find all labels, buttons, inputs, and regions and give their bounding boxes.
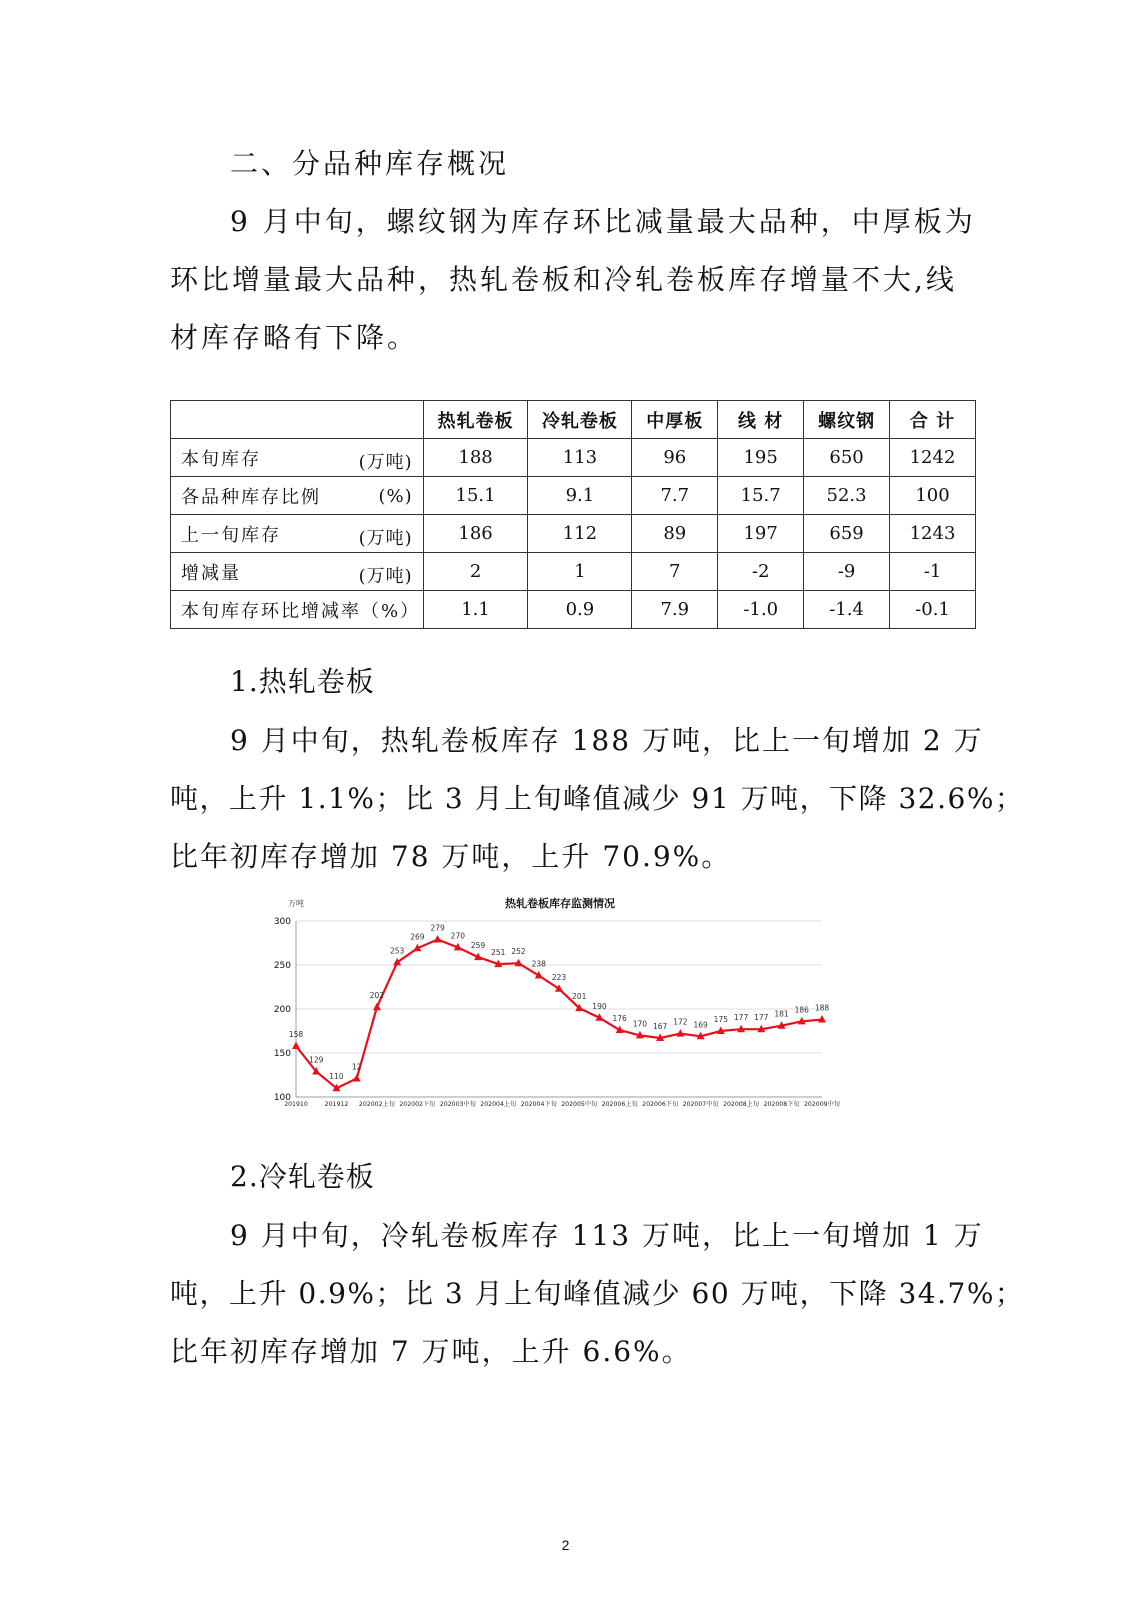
x-tick-label: 202005中旬 [561, 1101, 598, 1108]
table-cell: 197 [718, 515, 804, 553]
x-tick-label: 202006上旬 [601, 1101, 638, 1108]
data-label: 252 [511, 947, 526, 957]
table-row [171, 515, 976, 553]
table-cell: 7.9 [632, 591, 718, 629]
table-header-cell: 中厚板 [632, 401, 718, 439]
data-label: 169 [693, 1020, 708, 1030]
data-label: 279 [430, 923, 445, 933]
row-label-name: 上一旬库存 [181, 524, 281, 546]
data-label: 270 [450, 931, 466, 941]
x-tick-label: 202008上旬 [723, 1101, 760, 1108]
row-label [171, 515, 424, 553]
data-point-marker [373, 1003, 381, 1011]
table-cell: -2 [718, 553, 804, 591]
row-label-unit: (万吨) [358, 528, 413, 549]
data-label: 167 [652, 1022, 668, 1032]
table-cell: 0.9 [528, 591, 632, 629]
data-label: 202 [369, 991, 385, 1001]
table-cell: 1243 [890, 515, 976, 553]
sec2-heading: 2.冷轧卷板 [230, 1160, 375, 1193]
data-point-marker [292, 1041, 300, 1049]
row-label-name: 本旬库存环比增减率（%） [181, 600, 421, 622]
data-label: 176 [612, 1014, 627, 1024]
sec2-line-1: 9 月中旬，冷轧卷板库存 113 万吨，比上一旬增加 1 万 [230, 1219, 984, 1252]
data-label: 223 [551, 972, 567, 982]
table-cell: -1.4 [804, 591, 890, 629]
data-label: 269 [410, 932, 425, 942]
table-row [171, 477, 976, 515]
table-header-cell: 螺纹钢 [804, 401, 890, 439]
sec1-line-3: 比年初库存增加 78 万吨，上升 70.9%。 [170, 840, 732, 873]
table-cell: 7.7 [632, 477, 718, 515]
sec2-line-2: 吨，上升 0.9%；比 3 月上旬峰值减少 60 万吨，下降 34.7%； [170, 1277, 1025, 1310]
table-cell: 659 [804, 515, 890, 553]
table-cell: 100 [890, 477, 976, 515]
data-label: 181 [774, 1009, 789, 1019]
row-label [171, 477, 424, 515]
table-cell: 188 [423, 439, 528, 477]
data-label: 259 [470, 941, 486, 951]
page-number: 2 [561, 1537, 570, 1553]
intro-line-2: 环比增量最大品种，热轧卷板和冷轧卷板库存增量不大,线 [170, 263, 957, 296]
data-point-marker [434, 935, 442, 943]
table-cell: 113 [528, 439, 632, 477]
table-row [171, 591, 976, 629]
chart-y-unit: 万吨 [288, 899, 304, 908]
table-cell: 52.3 [804, 477, 890, 515]
table-row [171, 439, 976, 477]
x-tick-label: 202002下旬 [399, 1101, 436, 1108]
data-label: 175 [713, 1015, 729, 1024]
x-tick-label: 202009中旬 [804, 1101, 840, 1108]
table-cell: -1 [890, 553, 976, 591]
x-tick-label: 201910 [284, 1101, 308, 1108]
x-tick-label: 202002上旬 [358, 1101, 395, 1108]
table-cell: 112 [528, 515, 632, 553]
section-heading: 二、分品种库存概况 [230, 147, 510, 180]
table-cell: 1242 [890, 439, 976, 477]
table-header-cell: 热轧卷板 [423, 401, 528, 439]
table-cell: 9.1 [528, 477, 632, 515]
row-label [171, 591, 424, 629]
data-label: 129 [309, 1055, 324, 1065]
data-label: 170 [632, 1019, 648, 1029]
data-label: 177 [733, 1013, 749, 1023]
intro-line-3: 材库存略有下降。 [170, 321, 419, 354]
table-cell: -1.0 [718, 591, 804, 629]
table-cell: -0.1 [890, 591, 976, 629]
data-label: 12 [351, 1062, 362, 1072]
x-tick-label: 202007中旬 [682, 1101, 719, 1108]
table-cell: 195 [718, 439, 804, 477]
hot-rolled-inventory-chart [260, 885, 860, 1125]
table-cell: 186 [423, 515, 528, 553]
chart-y-axis [274, 917, 296, 1103]
y-tick-label: 250 [273, 961, 291, 971]
table-cell: 1.1 [423, 591, 528, 629]
data-label: 251 [491, 948, 506, 958]
row-label [171, 439, 424, 477]
data-label: 253 [389, 946, 405, 956]
data-label: 238 [531, 959, 546, 969]
y-tick-label: 200 [273, 1005, 291, 1015]
row-label-name: 增减量 [181, 562, 241, 584]
sec2-line-3: 比年初库存增加 7 万吨，上升 6.6%。 [170, 1335, 692, 1368]
x-tick-label: 201912 [324, 1101, 349, 1108]
table-cell: 1 [528, 553, 632, 591]
table-header-cell: 冷轧卷板 [528, 401, 632, 439]
inventory-table [170, 400, 976, 629]
table-header-cell: 线 材 [718, 401, 804, 439]
data-label: 172 [673, 1017, 688, 1027]
x-tick-label: 202004下旬 [520, 1101, 557, 1108]
data-label: 188 [814, 1003, 830, 1013]
table-header-cell: 合 计 [890, 401, 976, 439]
table-cell: 2 [423, 553, 528, 591]
y-tick-label: 300 [273, 917, 291, 927]
table-cell: -9 [804, 553, 890, 591]
table-header-row [171, 401, 976, 439]
data-label: 177 [754, 1013, 769, 1023]
sec1-line-2: 吨，上升 1.1%；比 3 月上旬峰值减少 91 万吨，下降 32.6%； [170, 782, 1025, 815]
data-point-marker [353, 1074, 361, 1082]
chart-series [289, 923, 830, 1091]
chart-svg [260, 885, 860, 1125]
data-label: 201 [572, 992, 587, 1002]
data-label: 110 [329, 1072, 344, 1082]
table-cell: 15.7 [718, 477, 804, 515]
row-label-unit: (万吨) [358, 452, 413, 473]
row-label-unit: (万吨) [358, 566, 413, 587]
chart-x-axis [284, 1097, 840, 1108]
row-label-name: 本旬库存 [181, 448, 261, 470]
table-cell: 7 [632, 553, 718, 591]
row-label-unit: (%) [378, 486, 413, 507]
sec1-line-1: 9 月中旬，热轧卷板库存 188 万吨，比上一旬增加 2 万 [230, 724, 984, 757]
table-cell: 96 [632, 439, 718, 477]
row-label [171, 553, 424, 591]
x-tick-label: 202006下旬 [642, 1101, 679, 1108]
chart-title: 热轧卷板库存监测情况 [505, 897, 615, 910]
table-cell: 15.1 [423, 477, 528, 515]
row-label-name: 各品种库存比例 [181, 486, 321, 508]
x-tick-label: 202003中旬 [439, 1101, 476, 1108]
sec1-heading: 1.热轧卷板 [230, 665, 375, 698]
table-cell: 89 [632, 515, 718, 553]
y-tick-label: 150 [273, 1049, 291, 1059]
table-header-cell [171, 401, 424, 439]
data-label: 158 [288, 1029, 304, 1039]
data-label: 190 [592, 1001, 607, 1011]
x-tick-label: 202004上旬 [480, 1101, 517, 1108]
intro-line-1: 9 月中旬，螺纹钢为库存环比减量最大品种，中厚板为 [230, 205, 976, 238]
table-row [171, 553, 976, 591]
table-cell: 650 [804, 439, 890, 477]
x-tick-label: 202008下旬 [763, 1101, 800, 1108]
data-label: 186 [794, 1005, 809, 1015]
y-tick-label: 100 [273, 1093, 291, 1103]
